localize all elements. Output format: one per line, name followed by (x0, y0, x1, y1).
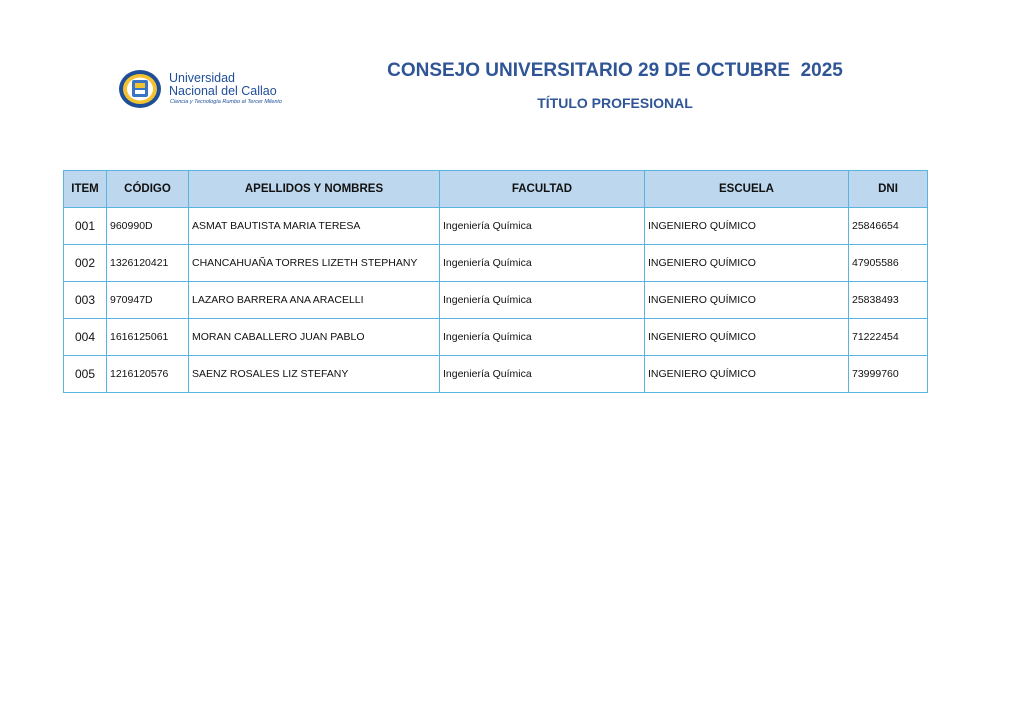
cell-escuela: INGENIERO QUÍMICO (645, 245, 849, 282)
cell-dni: 25846654 (849, 208, 928, 245)
cell-codigo: 1326120421 (107, 245, 189, 282)
cell-item: 001 (64, 208, 107, 245)
table-row (64, 319, 928, 356)
cell-item: 005 (64, 356, 107, 393)
cell-nombres: ASMAT BAUTISTA MARIA TERESA (189, 208, 440, 245)
cell-dni: 71222454 (849, 319, 928, 356)
column-header-facultad: FACULTAD (440, 171, 645, 208)
column-header-escuela: ESCUELA (645, 171, 849, 208)
cell-codigo: 960990D (107, 208, 189, 245)
column-header-dni: DNI (849, 171, 928, 208)
cell-item: 004 (64, 319, 107, 356)
cell-dni: 47905586 (849, 245, 928, 282)
cell-facultad: Ingeniería Química (440, 245, 645, 282)
cell-nombres: LAZARO BARRERA ANA ARACELLI (189, 282, 440, 319)
cell-dni: 73999760 (849, 356, 928, 393)
cell-item: 003 (64, 282, 107, 319)
cell-facultad: Ingeniería Química (440, 319, 645, 356)
column-header-codigo: CÓDIGO (107, 171, 189, 208)
column-header-item: ITEM (64, 171, 107, 208)
document-title: CONSEJO UNIVERSITARIO 29 DE OCTUBRE 2025 (387, 60, 843, 81)
logo-university-line2: Nacional del Callao (169, 84, 277, 98)
cell-codigo: 970947D (107, 282, 189, 319)
table-row (64, 282, 928, 319)
cell-escuela: INGENIERO QUÍMICO (645, 319, 849, 356)
table-header-row (64, 171, 928, 208)
university-seal-icon (118, 68, 164, 110)
cell-codigo: 1616125061 (107, 319, 189, 356)
graduates-table (63, 170, 928, 393)
cell-escuela: INGENIERO QUÍMICO (645, 356, 849, 393)
cell-item: 002 (64, 245, 107, 282)
cell-nombres: MORAN CABALLERO JUAN PABLO (189, 319, 440, 356)
cell-escuela: INGENIERO QUÍMICO (645, 208, 849, 245)
cell-codigo: 1216120576 (107, 356, 189, 393)
cell-dni: 25838493 (849, 282, 928, 319)
cell-nombres: SAENZ ROSALES LIZ STEFANY (189, 356, 440, 393)
university-logo (118, 68, 318, 110)
logo-university-line1: Universidad (169, 71, 236, 85)
cell-facultad: Ingeniería Química (440, 208, 645, 245)
table-row (64, 208, 928, 245)
column-header-apellidos-nombres: APELLIDOS Y NOMBRES (189, 171, 440, 208)
table-row (64, 245, 928, 282)
document-subtitle: TÍTULO PROFESIONAL (537, 95, 693, 111)
table-row (64, 356, 928, 393)
cell-facultad: Ingeniería Química (440, 356, 645, 393)
logo-tagline: Ciencia y Tecnología Rumbo al Tercer Milenio (170, 99, 282, 105)
cell-facultad: Ingeniería Química (440, 282, 645, 319)
cell-escuela: INGENIERO QUÍMICO (645, 282, 849, 319)
cell-nombres: CHANCAHUAÑA TORRES LIZETH STEPHANY (189, 245, 440, 282)
